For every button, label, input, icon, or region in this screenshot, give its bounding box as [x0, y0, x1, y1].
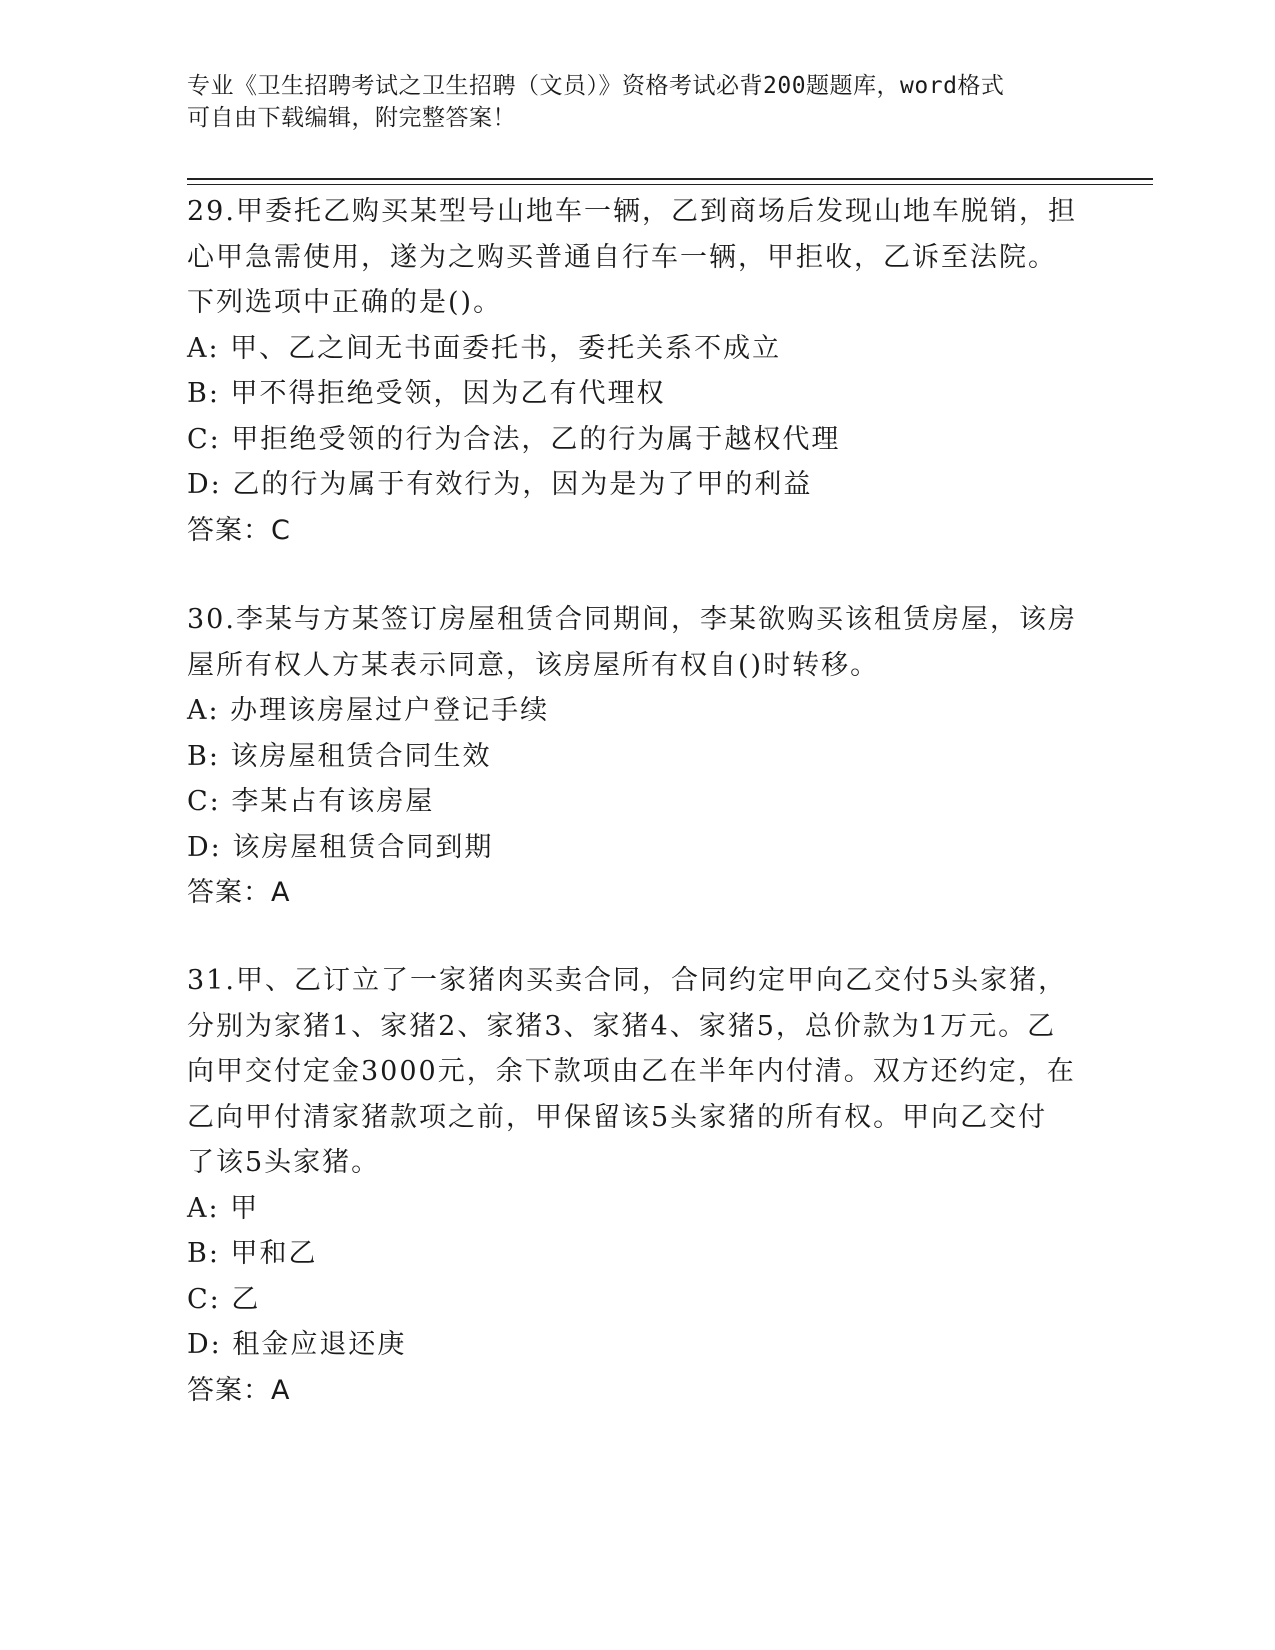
question-stem-line: 了该5头家猪。 — [187, 1147, 381, 1178]
header-line-2: 可自由下载编辑，附完整答案！ — [187, 105, 516, 131]
option-d: D: 该房屋租赁合同到期 — [187, 831, 494, 863]
question-30 — [187, 597, 1087, 916]
option-b: B: 该房屋租赁合同生效 — [187, 740, 492, 772]
option-a: A: 甲 — [187, 1192, 260, 1224]
question-stem-line: 分别为家猪1、家猪2、家猪3、家猪4、家猪5，总价款为1万元。乙 — [187, 1010, 1057, 1042]
question-29 — [187, 189, 1087, 553]
question-stem-line: 30.李某与方某签订房屋租赁合同期间，李某欲购买该租赁房屋，该房 — [187, 604, 1077, 635]
header-divider-thin — [187, 184, 1153, 185]
answer-line: 答案：C — [187, 514, 291, 546]
question-stem-line: 向甲交付定金3000元，余下款项由乙在半年内付清。双方还约定，在 — [187, 1056, 1076, 1087]
question-stem-line: 下列选项中正确的是()。 — [187, 287, 503, 318]
question-31 — [187, 958, 1087, 1413]
option-b: B: 甲不得拒绝受领，因为乙有代理权 — [187, 378, 666, 409]
option-a: A: 办理该房屋过户登记手续 — [187, 695, 550, 726]
answer-line: 答案：A — [187, 1374, 291, 1406]
question-stem-line: 29.甲委托乙购买某型号山地车一辆，乙到商场后发现山地车脱销，担 — [187, 196, 1077, 227]
option-c: C: 甲拒绝受领的行为合法，乙的行为属于越权代理 — [187, 423, 841, 455]
answer-line: 答案：A — [187, 877, 291, 908]
question-stem-line: 31.甲、乙订立了一家猪肉买卖合同，合同约定甲向乙交付5头家猪， — [187, 965, 1068, 996]
header-divider-thick — [187, 178, 1153, 180]
option-c: C: 李某占有该房屋 — [187, 786, 435, 817]
question-stem-line: 乙向甲付清家猪款项之前，甲保留该5头家猪的所有权。甲向乙交付 — [187, 1101, 1048, 1133]
header-line-1: 专业《卫生招聘考试之卫生招聘（文员）》资格考试必背200题题库，word格式 — [187, 73, 1005, 99]
option-b: B: 甲和乙 — [187, 1238, 318, 1269]
option-a: A: 甲、乙之间无书面委托书，委托关系不成立 — [187, 332, 782, 364]
question-stem-line: 屋所有权人方某表示同意，该房屋所有权自()时转移。 — [187, 649, 880, 681]
question-stem-line: 心甲急需使用，遂为之购买普通自行车一辆，甲拒收，乙诉至法院。 — [187, 241, 1057, 273]
document-header — [187, 70, 1087, 134]
option-d: D: 租金应退还庚 — [187, 1329, 407, 1360]
option-d: D: 乙的行为属于有效行为，因为是为了甲的利益 — [187, 469, 813, 500]
option-c: C: 乙 — [187, 1283, 261, 1315]
